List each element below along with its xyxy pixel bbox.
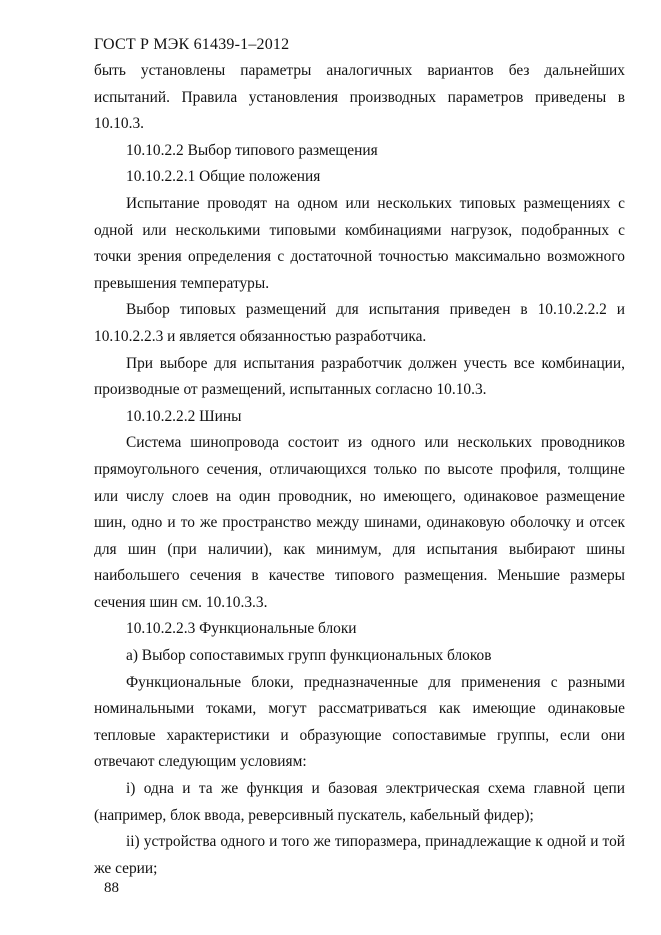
document-header: ГОСТ Р МЭК 61439-1–2012 [94, 36, 290, 53]
paragraph: Испытание проводят на одном или нескольких типовых размещениях с одной или несколькими типовыми комбинациями нагрузок, подобранных с точки зрения определения с достаточной точностью максимально возможного превышения температуры. [94, 194, 625, 292]
document-body [94, 58, 625, 882]
paragraph: При выборе для испытания разработчик должен учесть все комбинации, производные от размещений, испытанных согласно 10.10.3. [94, 354, 625, 399]
section-heading: 10.10.2.2.3 Функциональные блоки [126, 620, 357, 638]
paragraph: Система шинопровода состоит из одного или нескольких проводников прямоугольного сечения, отличающихся только по высоте профиля, толщине или числу слоев на один проводник, но имеющего, одинаковое размещение шин, одно и то же пространство между шинами, одинаковую оболочку и отсек для шин (при наличии), как минимум, для испытания выбирают шины наибольшего сечения в качестве типового размещения. Меньшие размеры сечения шин см. 10.10.3.3. [94, 434, 625, 611]
paragraph: быть установлены параметры аналогичных вариантов без дальнейших испытаний. Правила установления производных параметров приведены в 10.10.3. [94, 62, 625, 133]
section-heading: 10.10.2.2.2 Шины [126, 407, 242, 425]
section-heading: 10.10.2.2.1 Общие положения [126, 168, 321, 186]
list-item: i) одна и та же функция и базовая электрическая схема главной цепи (например, блок ввода, реверсивный пускатель, кабельный фидер); [94, 780, 625, 824]
list-heading: а) Выбор сопоставимых групп функциональных блоков [126, 647, 492, 665]
paragraph: Выбор типовых размещений для испытания приведен в 10.10.2.2.2 и 10.10.2.2.3 и является обязанностью разработчика. [94, 301, 625, 345]
section-heading: 10.10.2.2 Выбор типового размещения [126, 141, 378, 159]
list-item: ii) устройства одного и того же типоразмера, принадлежащие к одной и той же серии; [94, 833, 625, 877]
page-number: 88 [104, 880, 119, 896]
paragraph: Функциональные блоки, предназначенные для применения с разными номинальными токами, могут рассматриваться как имеющие одинаковые тепловые характеристики и образующие сопоставимые группы, если они отвечают следующим условиям: [94, 673, 625, 771]
